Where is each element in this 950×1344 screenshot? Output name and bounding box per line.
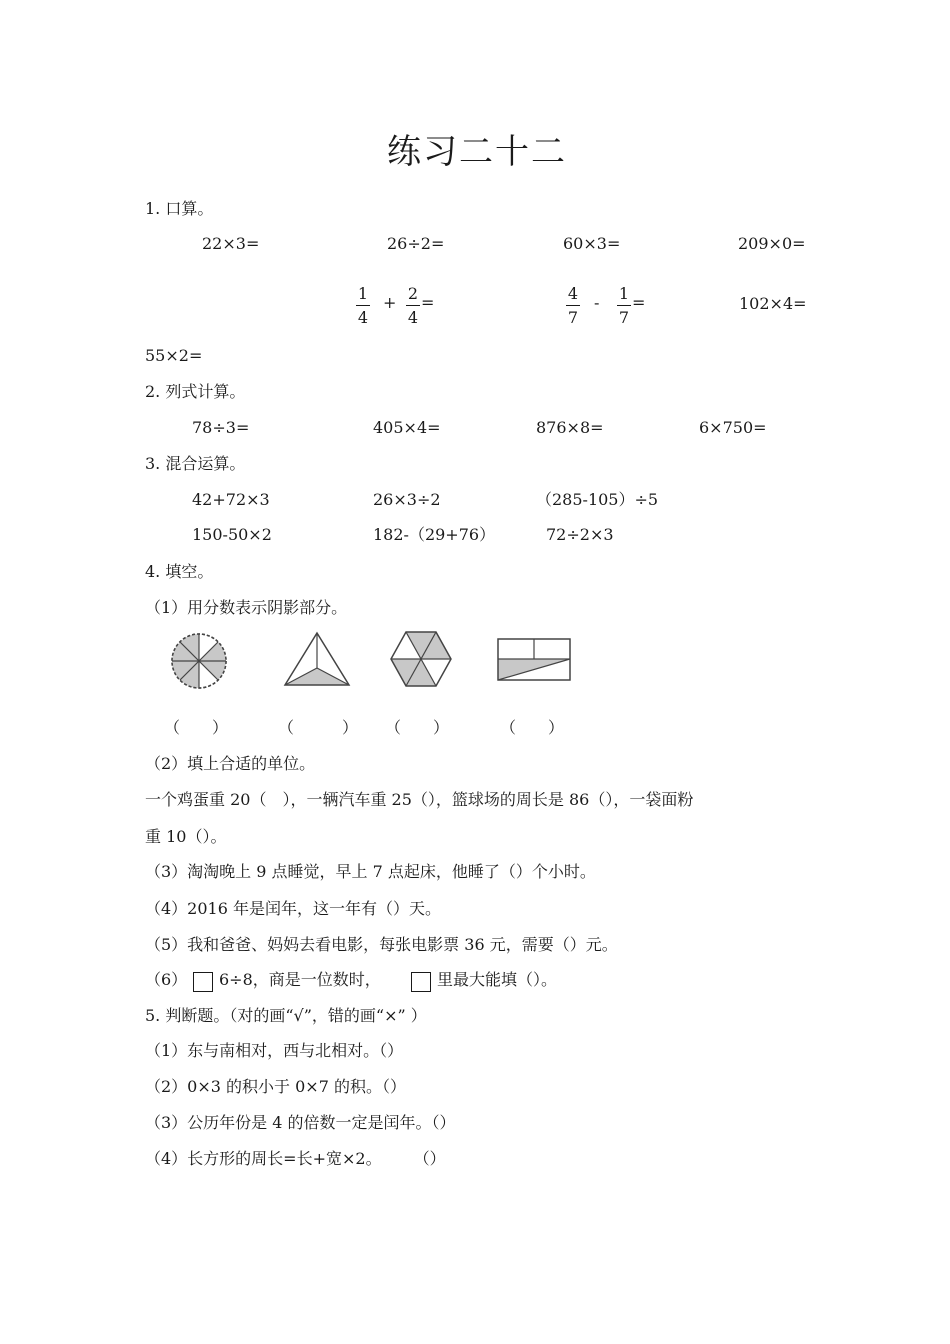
fraction	[356, 285, 370, 327]
question-4-2-line2: 重 10（）。	[145, 827, 227, 846]
question-4-2-line1: 一个鸡蛋重 20（ ），一辆汽车重 25（），篮球场的周长是 86（），一袋面粉	[145, 790, 694, 809]
oral-calc-item: 209×0=	[738, 234, 806, 253]
section-1-heading: 1. 口算。	[145, 199, 214, 218]
numerator: 2	[406, 285, 420, 306]
equals-sign: =	[632, 293, 646, 312]
section-4-heading: 4. 填空。	[145, 562, 214, 581]
blank-box	[411, 972, 431, 992]
fraction	[617, 285, 631, 327]
denominator: 7	[567, 308, 579, 327]
mixed-calc-item: 42+72×3	[192, 490, 270, 509]
mixed-calc-item: （285-105）÷5	[536, 490, 659, 509]
blank-box	[193, 972, 213, 992]
denominator: 4	[407, 308, 419, 327]
equals-sign: =	[421, 293, 435, 312]
question-4-6-prefix: （6）	[145, 970, 188, 989]
operator: -	[594, 293, 600, 312]
judge-item: （2）0×3 的积小于 0×7 的积。（）	[145, 1077, 406, 1096]
rectangle-figure	[496, 637, 572, 683]
mixed-calc-item: 26×3÷2	[373, 490, 441, 509]
oral-calc-item: 102×4=	[739, 294, 807, 313]
oral-calc-item: 60×3=	[563, 234, 621, 253]
oral-calc-item: 22×3=	[202, 234, 260, 253]
numerator: 1	[617, 285, 631, 306]
mixed-calc-item: 150-50×2	[192, 525, 272, 544]
answer-blank: （ ）	[500, 718, 565, 737]
fraction	[406, 285, 420, 327]
denominator: 4	[357, 308, 369, 327]
denominator: 7	[618, 308, 630, 327]
answer-blank: （ ）	[164, 718, 229, 737]
triangle-figure	[282, 630, 352, 690]
oral-calc-item: 55×2=	[145, 346, 203, 365]
mixed-calc-item: 182-（29+76）	[373, 525, 496, 544]
section-5-heading: 5. 判断题。（对的画“√”，错的画“×” ）	[145, 1006, 427, 1025]
question-4-3: （3）淘淘晚上 9 点睡觉，早上 7 点起床，他睡了（）个小时。	[145, 862, 596, 881]
mixed-calc-item: 72÷2×3	[546, 525, 614, 544]
written-calc-item: 876×8=	[536, 418, 604, 437]
question-4-5: （5）我和爸爸、妈妈去看电影，每张电影票 36 元，需要（）元。	[145, 935, 618, 954]
judge-item: （4）长方形的周长=长+宽×2。 （）	[145, 1149, 446, 1168]
operator: +	[383, 293, 397, 312]
question-4-6-mid: 6÷8，商是一位数时，	[219, 970, 381, 989]
section-3-heading: 3. 混合运算。	[145, 454, 246, 473]
fraction	[566, 285, 580, 327]
numerator: 1	[356, 285, 370, 306]
judge-item: （1）东与南相对，西与北相对。（）	[145, 1041, 404, 1060]
answer-blank: （ ）	[385, 718, 450, 737]
oral-calc-item: 26÷2=	[387, 234, 445, 253]
circle-figure	[168, 630, 230, 692]
hexagon-figure	[388, 628, 454, 690]
written-calc-item: 78÷3=	[192, 418, 250, 437]
answer-blank: （ ）	[278, 718, 359, 737]
judge-item: （3）公历年份是 4 的倍数一定是闰年。（）	[145, 1113, 456, 1132]
question-4-2: （2）填上合适的单位。	[145, 754, 316, 773]
question-4-6-suffix: 里最大能填（）。	[437, 970, 558, 989]
page-title: 练习二十二	[387, 132, 567, 172]
section-2-heading: 2. 列式计算。	[145, 382, 246, 401]
question-4-4: （4）2016 年是闰年，这一年有（）天。	[145, 899, 441, 918]
question-4-1: （1）用分数表示阴影部分。	[145, 598, 348, 617]
numerator: 4	[566, 285, 580, 306]
written-calc-item: 405×4=	[373, 418, 441, 437]
written-calc-item: 6×750=	[699, 418, 767, 437]
